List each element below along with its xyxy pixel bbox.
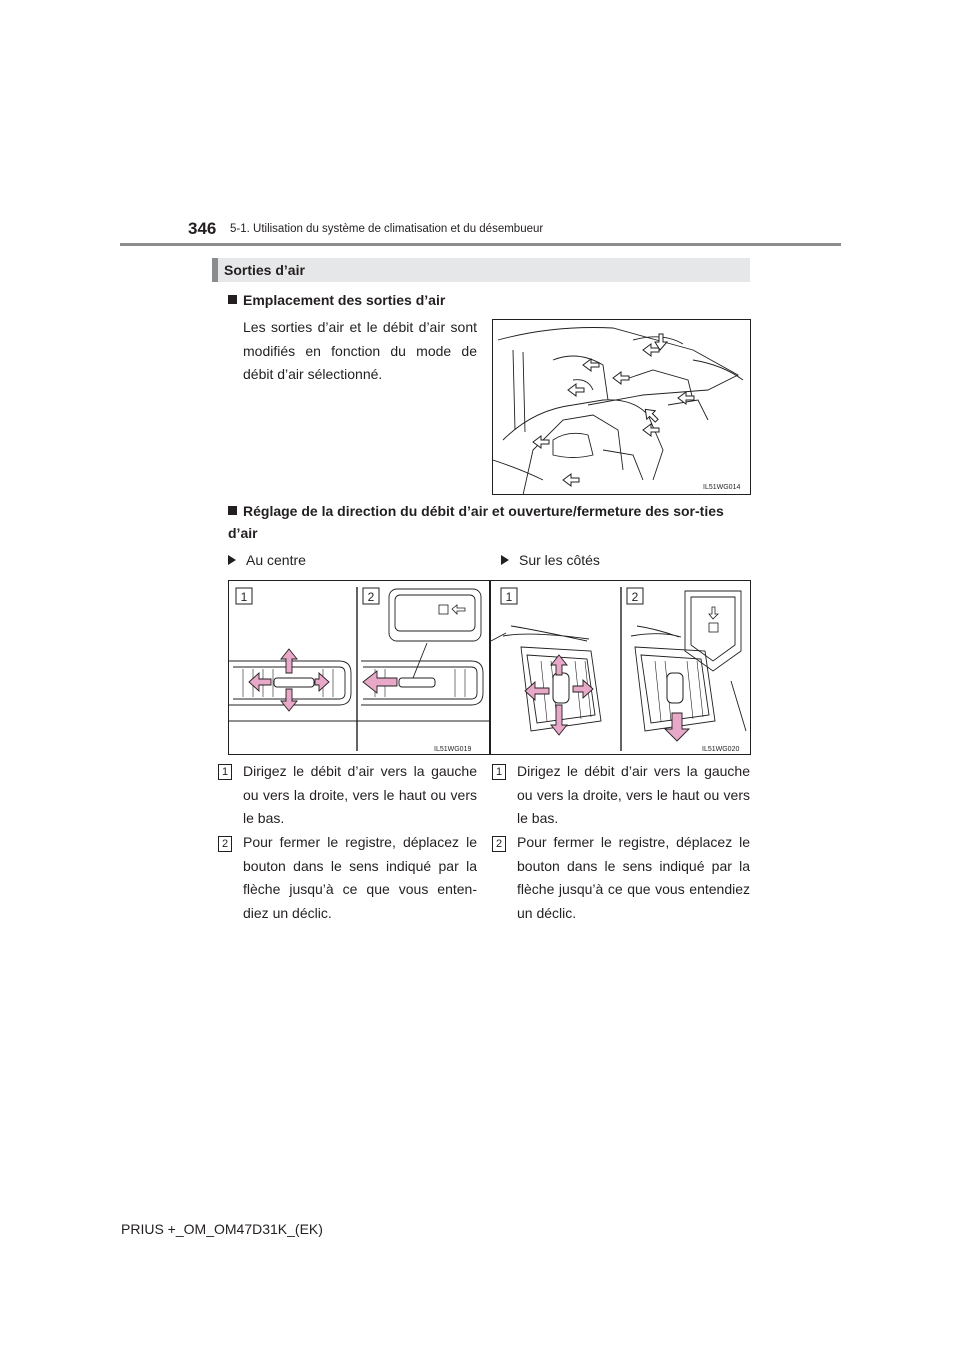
center-step-2-text: Pour fermer le registre, déplacez le bouton dans le sens indiqué par la flèche jusqu’à ce que vous enten-diez un déclic. (243, 834, 477, 921)
svg-text:2: 2 (631, 590, 639, 604)
section-title-bar (212, 258, 750, 282)
svg-text:2: 2 (367, 590, 375, 604)
figure-id-1: IL51WG014 (703, 484, 741, 491)
center-step-1-text: Dirigez le débit d’air vers la gauche ou vers la droite, vers le haut ou vers le bas. (243, 763, 477, 826)
svg-text:1: 1 (240, 590, 248, 604)
page-number: 346 (188, 219, 217, 238)
location-description: Les sorties d’air et le débit d’air sont modifiés en fonction du mode de débit d’air sélectionné. (243, 319, 477, 382)
center-vent-figure (228, 580, 490, 755)
sides-step-1-text: Dirigez le débit d’air vers la gauche ou vers la droite, vers le haut ou vers le bas. (517, 763, 750, 826)
figure-id-2: IL51WG019 (434, 746, 472, 753)
header-rule (120, 243, 841, 246)
side-vent-illustration (491, 581, 751, 755)
location-heading-text: Emplacement des sorties d’air (243, 292, 446, 308)
chapter-title: 5-1. Utilisation du système de climatisation et du désembueur (230, 223, 544, 235)
footer-document-code: PRIUS +_OM_OM47D31K_(EK) (121, 1221, 323, 1237)
center-label (228, 552, 306, 568)
section-accent (212, 258, 218, 282)
sides-step-2-badge: 2 (492, 836, 506, 852)
sides-step-1-badge: 1 (492, 764, 506, 780)
triangle-bullet-icon (501, 555, 509, 565)
svg-text:1: 1 (505, 590, 513, 604)
square-bullet-icon (228, 295, 237, 304)
sides-label-text: Sur les côtés (519, 552, 600, 568)
location-heading (228, 289, 445, 311)
square-bullet-icon (228, 506, 237, 515)
car-interior-illustration (493, 320, 751, 495)
center-label-text: Au centre (246, 552, 306, 568)
center-step-1-badge: 1 (218, 764, 232, 780)
center-step-2-badge: 2 (218, 836, 232, 852)
side-vent-figure (490, 580, 751, 755)
triangle-bullet-icon (228, 555, 236, 565)
sides-label (501, 552, 600, 568)
adjustment-heading-text: Réglage de la direction du débit d’air et ouverture/fermeture des sor-ties d’air (228, 503, 724, 541)
adjustment-heading (228, 500, 750, 544)
air-outlets-location-figure (492, 319, 751, 495)
center-vent-illustration (229, 581, 490, 755)
figure-id-3: IL51WG020 (702, 746, 740, 753)
section-title: Sorties d’air (224, 262, 305, 278)
sides-step-2-text: Pour fermer le registre, déplacez le bouton dans le sens indiqué par la flèche jusqu’à ce que vous entendiez un déclic. (517, 834, 750, 921)
